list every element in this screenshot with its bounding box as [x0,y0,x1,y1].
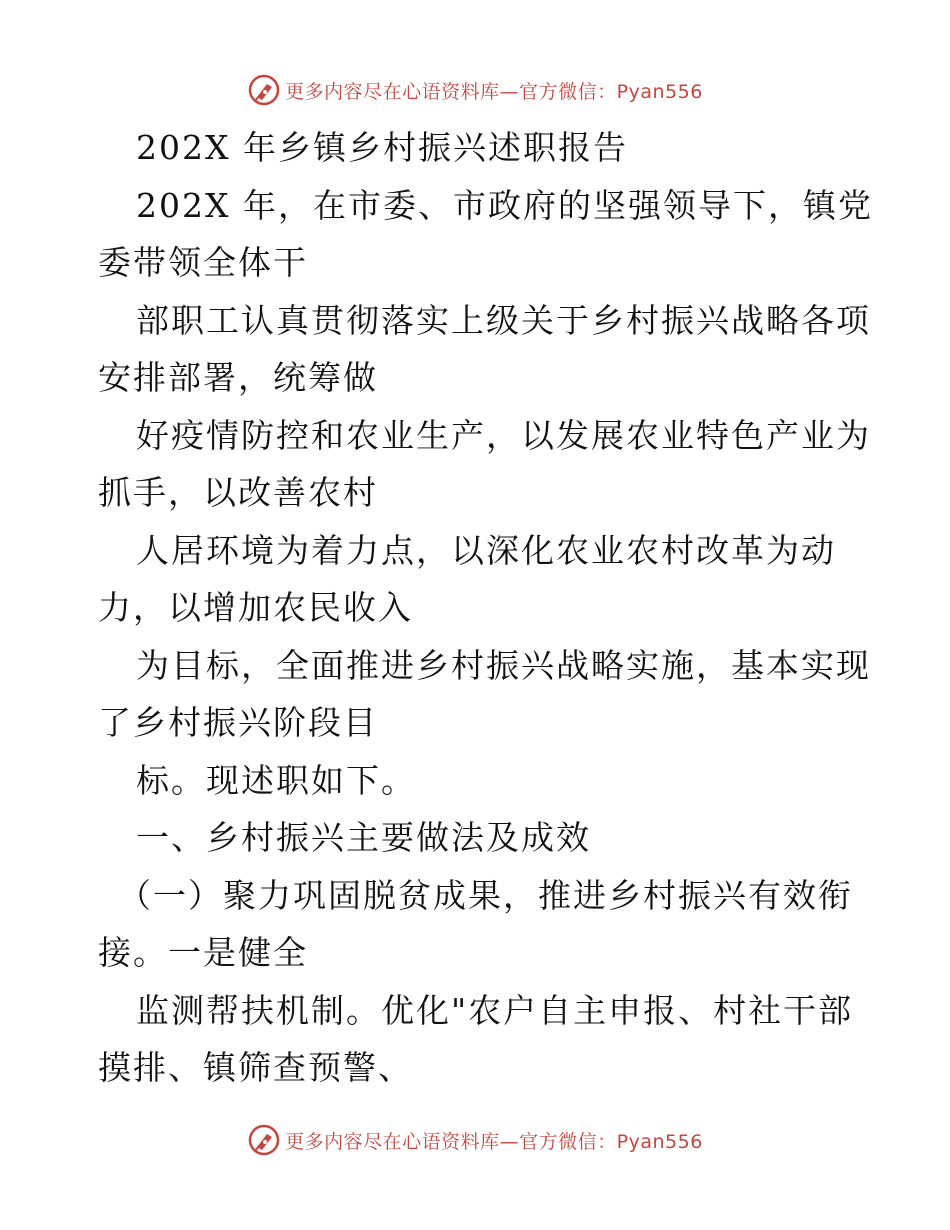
paragraph-line: 摸排、镇筛查预警、 [98,1048,413,1087]
pen-nib-logo-icon [247,73,281,107]
document-title: 202X 年乡镇乡村振兴述职报告 [136,128,628,167]
paragraph-line: 力，以增加农民收入 [98,588,413,627]
watermark-label: 更多内容尽在心语资料库—官方微信： [285,1130,617,1153]
paragraph-line: 人居环境为着力点，以深化农业农村改革为动 [136,531,836,570]
paragraph-line: 抓手，以改善农村 [98,473,378,512]
subsection-heading: （一）聚力巩固脱贫成果，推进乡村振兴有效衔 [118,876,853,915]
paragraph-line: 监测帮扶机制。优化"农户自主申报、村社干部 [136,991,854,1030]
watermark-id: Pyan556 [616,1130,703,1153]
watermark-label: 更多内容尽在心语资料库—官方微信： [285,80,617,103]
watermark-id: Pyan556 [616,80,703,103]
paragraph-line: 部职工认真贯彻落实上级关于乡村振兴战略各项 [136,301,871,340]
watermark-text [285,1127,703,1154]
paragraph-line: 202X 年，在市委、市政府的坚强领导下，镇党 [136,186,873,225]
paragraph-line: 为目标，全面推进乡村振兴战略实施，基本实现 [136,646,871,685]
paragraph-line: 了乡村振兴阶段目 [98,703,378,742]
paragraph-line: 安排部署，统筹做 [98,358,378,397]
footer-watermark [0,1120,950,1160]
paragraph-line: 接。一是健全 [98,933,308,972]
paragraph-line: 标。现述职如下。 [136,761,416,800]
paragraph-line: 好疫情防控和农业生产，以发展农业特色产业为 [136,416,871,455]
header-watermark [0,70,950,110]
watermark-text [285,77,703,104]
paragraph-line: 委带领全体干 [98,243,308,282]
section-heading: 一、乡村振兴主要做法及成效 [136,818,591,857]
pen-nib-logo-icon [247,1123,281,1157]
